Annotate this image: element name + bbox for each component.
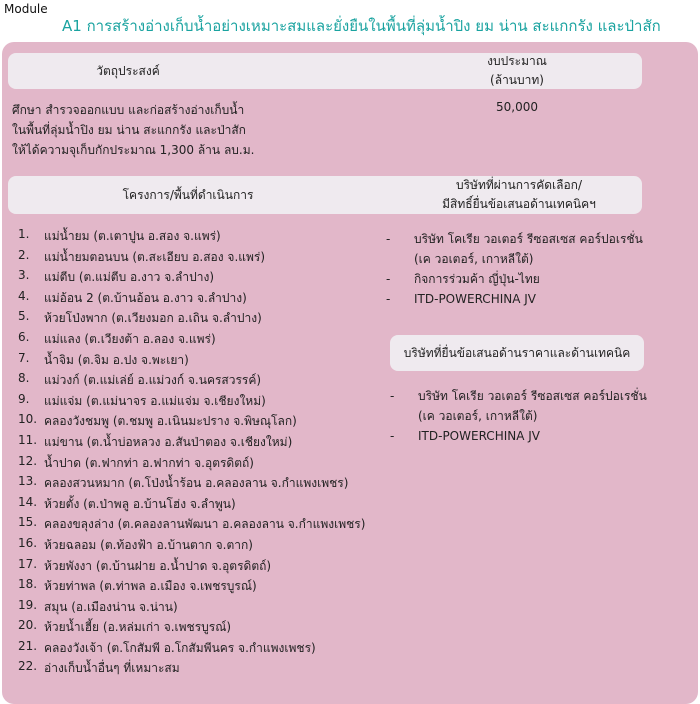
project-name: แม่ตีบ (ต.แม่ตีบ อ.งาว จ.ลำปาง) xyxy=(44,270,215,285)
company-text xyxy=(418,386,647,426)
project-number: 16. xyxy=(18,535,38,550)
bid-header xyxy=(390,335,644,371)
list-item xyxy=(18,536,365,557)
project-number: 9. xyxy=(18,391,30,406)
project-name: คลองวังเจ้า (ต.โกสัมพี อ.โกสัมพีนคร จ.กำแพงเพชร) xyxy=(44,640,316,655)
bullet-dash: - xyxy=(386,292,391,306)
company-line: บริษัท โคเรีย วอเตอร์ รีซอสเซส คอร์ปอเรชั่น xyxy=(414,232,643,246)
project-name: สมุน (อ.เมืองน่าน จ.น่าน) xyxy=(44,599,178,614)
project-number: 7. xyxy=(18,350,30,365)
project-name: แม่อ้อน 2 (ต.บ้านอ้อน อ.งาว จ.ลำปาง) xyxy=(44,290,247,305)
project-name: ห้วยโป่งพาก (ต.เวียงมอก อ.เถิน จ.ลำปาง) xyxy=(44,311,262,326)
selected-header-line2: มีสิทธิ์ยื่นข้อเสนอด้านเทคนิคฯ xyxy=(442,197,596,211)
page-title: A1 การสร้างอ่างเก็บน้ำอย่างเหมาะสมและยั่งยืนในพื้นที่ลุ่มน้ำปิง ยม น่าน สะแกกรัง และป่าสัก xyxy=(62,17,661,35)
company-text xyxy=(418,426,540,446)
project-number: 4. xyxy=(18,288,30,303)
company-text xyxy=(414,289,536,309)
company-item xyxy=(386,289,643,309)
project-name: แม่แลง (ต.เวียงต้า อ.ลอง จ.แพร่) xyxy=(44,331,216,346)
company-item xyxy=(386,269,643,289)
company-line: ITD-POWERCHINA JV xyxy=(418,429,540,443)
project-number: 5. xyxy=(18,309,30,324)
project-name: คลองขลุงล่าง (ต.คลองลานพัฒนา อ.คลองลาน จ.กำแพงเพชร) xyxy=(44,517,366,532)
company-item xyxy=(390,426,647,446)
project-number: 19. xyxy=(18,597,38,612)
project-number: 18. xyxy=(18,577,38,592)
list-item xyxy=(18,557,365,578)
module-label: Module xyxy=(4,2,48,16)
company-item xyxy=(390,386,647,426)
company-line: ITD-POWERCHINA JV xyxy=(414,292,536,306)
list-item xyxy=(18,433,365,454)
project-number: 11. xyxy=(18,432,38,447)
project-name: ห้วยน้ำเฮี้ย (อ.หล่มเก่า จ.เพชรบูรณ์) xyxy=(44,620,232,635)
company-line: บริษัท โคเรีย วอเตอร์ รีซอสเซส คอร์ปอเรชั่น xyxy=(418,389,647,403)
project-name: คลองสวนหมาก (ต.โป่งน้ำร้อน อ.คลองลาน จ.กำแพงเพชร) xyxy=(44,476,349,491)
project-name: น้ำจิม (ต.จิม อ.ปง จ.พะเยา) xyxy=(44,352,189,367)
project-number: 17. xyxy=(18,556,38,571)
projects-header xyxy=(8,176,388,214)
objective-header xyxy=(8,53,358,89)
company-line: (เค วอเตอร์, เกาหลีใต้) xyxy=(414,252,534,266)
list-item xyxy=(18,289,365,310)
project-name: แม่ขาน (ต.น้ำบ่อหลวง อ.สันป่าตอง จ.เชียงใหม่) xyxy=(44,434,293,449)
objective-header-label: วัตถุประสงค์ xyxy=(96,63,160,78)
bid-company-list xyxy=(390,386,647,446)
bullet-dash: - xyxy=(386,272,391,286)
project-number: 1. xyxy=(18,227,30,241)
list-item xyxy=(18,515,365,536)
project-list xyxy=(18,227,365,680)
project-number: 2. xyxy=(18,247,30,262)
project-name: แม่น้ำยม (ต.เตาปูน อ.สอง จ.แพร่) xyxy=(44,229,221,243)
project-number: 13. xyxy=(18,474,38,489)
project-number: 21. xyxy=(18,638,38,653)
project-name: อ่างเก็บน้ำอื่นๆ ที่เหมาะสม xyxy=(44,661,180,676)
company-text xyxy=(414,269,540,289)
company-item xyxy=(386,229,643,269)
company-line: (เค วอเตอร์, เกาหลีใต้) xyxy=(418,409,538,423)
bullet-dash: - xyxy=(390,429,395,443)
project-number: 3. xyxy=(18,268,30,283)
list-item xyxy=(18,351,365,372)
budget-value: 50,000 xyxy=(496,100,538,114)
list-item xyxy=(18,371,365,392)
project-number: 20. xyxy=(18,618,38,633)
project-number: 12. xyxy=(18,453,38,468)
objective-line: ให้ได้ความจุเก็บกักประมาณ 1,300 ล้าน ลบ.ม. xyxy=(12,143,255,157)
project-name: แม่วงก์ (ต.แม่เล่ย์ อ.แม่วงก์ จ.นครสวรรค์) xyxy=(44,373,262,388)
project-name: ห้วยตั้ง (ต.ป่าพลู อ.บ้านโฮ่ง จ.ลำพูน) xyxy=(44,496,236,511)
list-item xyxy=(18,577,365,598)
project-name: ห้วยพังงา (ต.บ้านฝาย อ.น้ำปาด จ.อุตรดิตถ์) xyxy=(44,558,272,573)
list-item xyxy=(18,392,365,413)
list-item xyxy=(18,268,365,289)
project-number: 6. xyxy=(18,329,30,344)
project-number: 10. xyxy=(18,412,38,427)
selected-header-line1: บริษัทที่ผ่านการคัดเลือก/ xyxy=(455,178,582,192)
list-item xyxy=(18,412,365,433)
project-name: คลองวังชมพู (ต.ชมพู อ.เนินมะปราง จ.พิษณุโลก) xyxy=(44,414,297,429)
budget-header-line1: งบประมาณ xyxy=(487,54,547,68)
bid-header-label: บริษัทที่ยื่นข้อเสนอด้านราคาและด้านเทคนิค xyxy=(403,345,631,360)
project-name: แม่น้ำยมตอนบน (ต.สะเอียบ อ.สอง จ.แพร่) xyxy=(44,249,266,264)
list-item xyxy=(18,659,365,680)
list-item xyxy=(18,330,365,351)
objective-line: ศึกษา สำรวจออกแบบ และก่อสร้างอ่างเก็บน้ำ xyxy=(12,103,245,117)
project-name: ห้วยฉลอม (ต.ท้องฟ้า อ.บ้านตาก จ.ตาก) xyxy=(44,537,253,552)
projects-header-label: โครงการ/พื้นที่ดำเนินการ xyxy=(122,187,254,202)
project-number: 14. xyxy=(18,494,38,509)
company-text xyxy=(414,229,643,269)
project-name: แม่แจ่ม (ต.แม่นาจร อ.แม่แจ่ม จ.เชียงใหม่) xyxy=(44,393,266,408)
selected-header xyxy=(386,176,642,214)
bullet-dash: - xyxy=(386,232,391,246)
project-number: 15. xyxy=(18,515,38,530)
list-item xyxy=(18,454,365,475)
project-name: ห้วยท่าพล (ต.ท่าพล อ.เมือง จ.เพชรบูรณ์) xyxy=(44,579,257,594)
list-item xyxy=(18,639,365,660)
project-number: 8. xyxy=(18,371,30,386)
objective-line: ในพื้นที่ลุ่มน้ำปิง ยม น่าน สะแกกรัง และป่าสัก xyxy=(12,123,246,137)
company-line: กิจการร่วมค้า ญี่ปุ่น-ไทย xyxy=(414,272,540,286)
list-item xyxy=(18,618,365,639)
budget-header-line2: (ล้านบาท) xyxy=(490,73,544,87)
budget-header xyxy=(356,53,642,89)
project-number: 22. xyxy=(18,659,38,674)
objective-text xyxy=(12,100,302,160)
list-item xyxy=(18,227,365,248)
selected-company-list xyxy=(386,229,643,309)
list-item xyxy=(18,309,365,330)
list-item xyxy=(18,474,365,495)
bullet-dash: - xyxy=(390,389,395,403)
list-item xyxy=(18,598,365,619)
list-item xyxy=(18,495,365,516)
list-item xyxy=(18,248,365,269)
project-name: น้ำปาด (ต.ฟากท่า อ.ฟากท่า จ.อุตรดิตถ์) xyxy=(44,455,254,470)
